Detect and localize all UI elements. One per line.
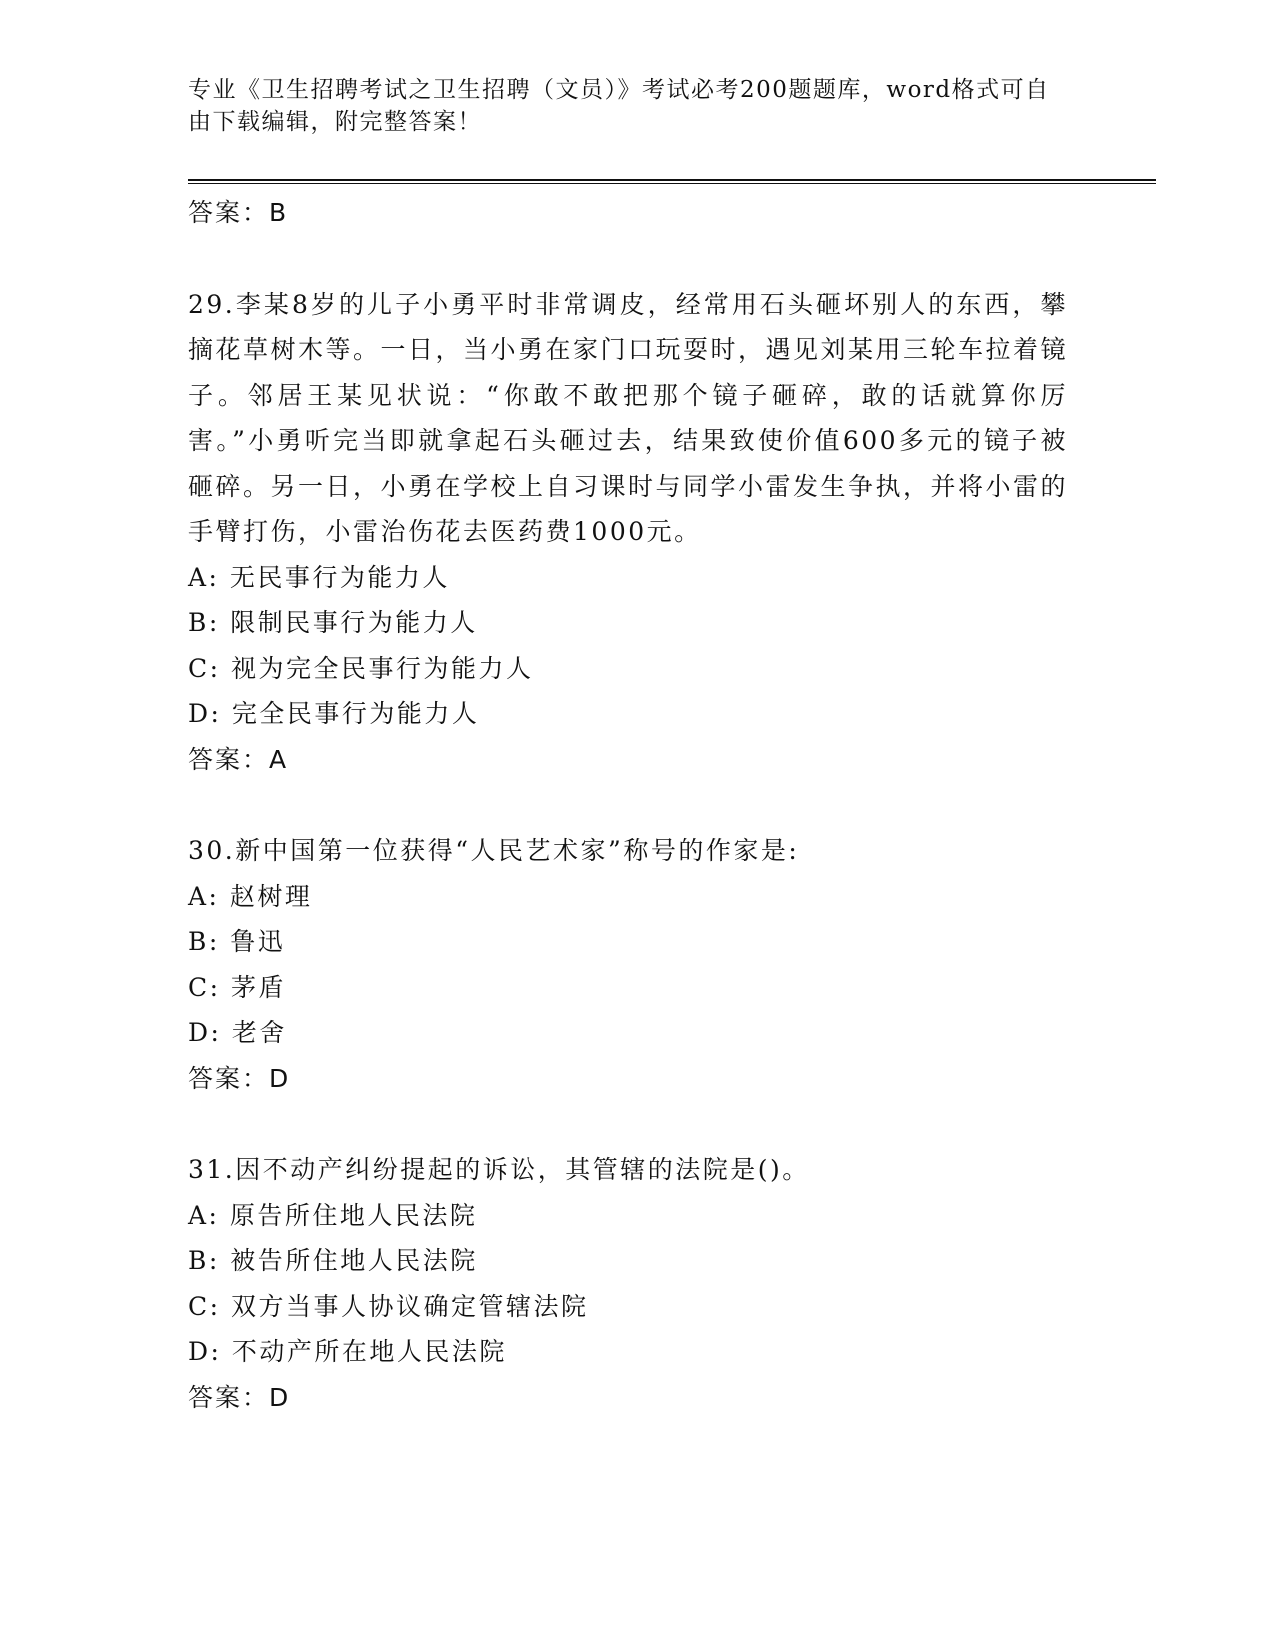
question-30 <box>188 828 1068 1101</box>
question-stem: 29.李某8岁的儿子小勇平时非常调皮，经常用石头砸坏别人的东西，攀摘花草树木等。一日，当小勇在家门口玩耍时，遇见刘某用三轮车拉着镜子。邻居王某见状说：“你敢不敢把那个镜子砸碎，敢的话就算你厉害。”小勇听完当即就拿起石头砸过去，结果致使价值600多元的镜子被砸碎。另一日，小勇在学校上自习课时与同学小雷发生争执，并将小雷的手臂打伤，小雷治伤花去医药费1000元。 <box>188 289 1069 546</box>
option-b: B: 鲁迅 <box>188 927 286 956</box>
header-rule-thin <box>188 183 1156 184</box>
option-d: D: 老舍 <box>188 1018 287 1047</box>
question-stem: 30.新中国第一位获得“人民艺术家”称号的作家是: <box>188 836 800 865</box>
document-body <box>188 190 1068 1420</box>
answer: 答案：A <box>188 744 289 774</box>
previous-answer: 答案：B <box>188 198 289 227</box>
option-b: B: 限制民事行为能力人 <box>188 608 478 637</box>
option-a: A: 无民事行为能力人 <box>188 562 450 592</box>
answer: 答案：D <box>188 1382 291 1412</box>
document-header: 专业《卫生招聘考试之卫生招聘（文员）》考试必考200题题库，word格式可自由下载编辑，附完整答案！ <box>188 77 1050 135</box>
option-a: A: 赵树理 <box>188 881 313 911</box>
header-rule <box>188 179 1156 181</box>
option-a: A: 原告所住地人民法院 <box>188 1200 478 1230</box>
option-b: B: 被告所住地人民法院 <box>188 1246 478 1275</box>
question-stem: 31.因不动产纠纷提起的诉讼，其管辖的法院是()。 <box>188 1155 810 1184</box>
option-c: C: 双方当事人协议确定管辖法院 <box>188 1291 589 1321</box>
option-d: D: 不动产所在地人民法院 <box>188 1337 507 1366</box>
option-c: C: 茅盾 <box>188 972 286 1002</box>
option-d: D: 完全民事行为能力人 <box>188 699 480 728</box>
answer: 答案：D <box>188 1063 291 1093</box>
option-c: C: 视为完全民事行为能力人 <box>188 653 534 683</box>
question-29 <box>188 282 1068 783</box>
question-31 <box>188 1147 1068 1420</box>
